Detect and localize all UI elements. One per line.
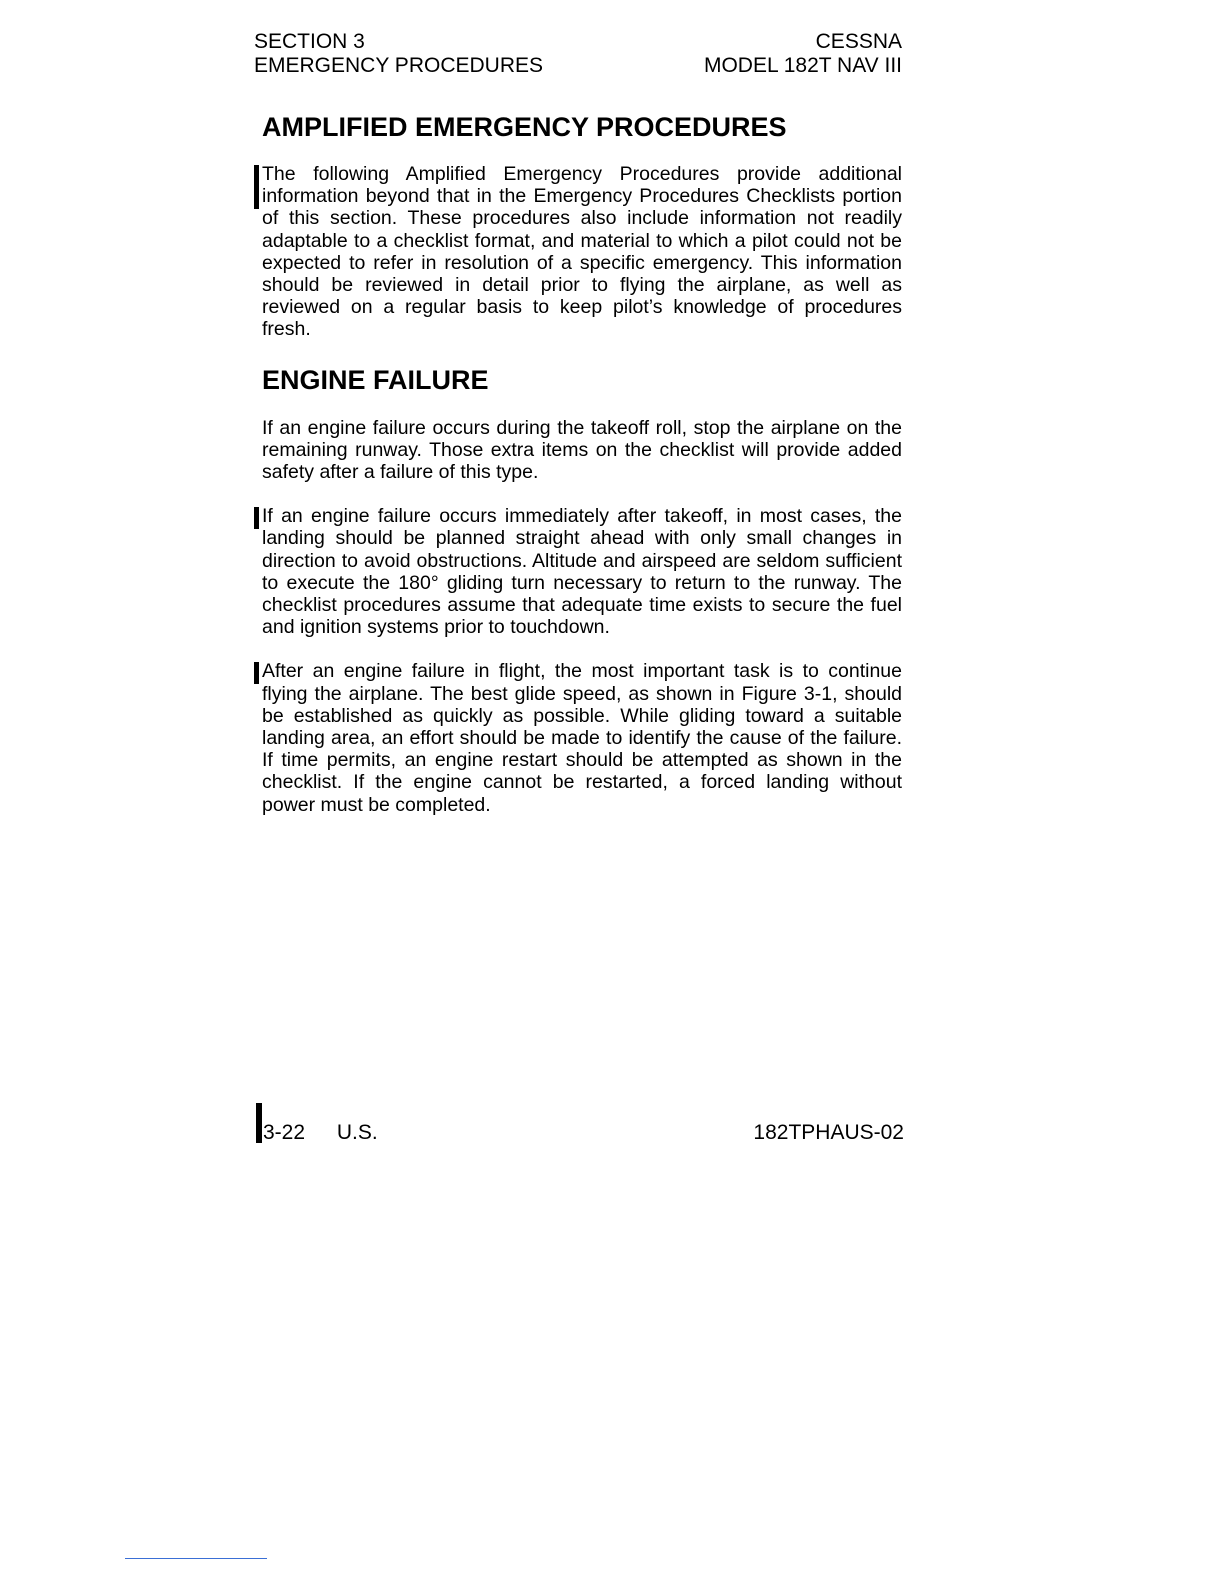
page-content — [262, 110, 902, 838]
footer-change-bar — [256, 1103, 262, 1143]
takeoff-roll-text: If an engine failure occurs during the takeoff roll, stop the airplane on the remaining runway. Those extra items on the checklist will provide added safety after a failure of this type. — [262, 416, 902, 484]
header-right — [704, 30, 902, 78]
section-name: EMERGENCY PROCEDURES — [254, 54, 543, 77]
amplified-procedures-heading: AMPLIFIED EMERGENCY PROCEDURES — [262, 112, 787, 142]
change-bar — [254, 165, 259, 209]
takeoff-roll-paragraph — [262, 417, 902, 484]
page-number: 3-22 — [263, 1121, 306, 1144]
change-bar — [254, 507, 259, 529]
header-left — [254, 30, 543, 78]
section-label: SECTION 3 — [254, 30, 365, 53]
after-takeoff-text: If an engine failure occurs immediately after takeoff, in most cases, the landing should be planned straight ahead with only small changes in direction to avoid obstructions. Altitude and airspeed are seldom sufficient to execute the 180° gliding turn necessary to return to the runway. The checklist procedures assume that adequate time exists to secure the fuel and ignition systems prior to touchdown. — [262, 505, 902, 639]
after-takeoff-paragraph — [262, 505, 902, 638]
manufacturer-label: CESSNA — [815, 30, 902, 53]
in-flight-text: After an engine failure in flight, the most important task is to continue flying the airplane. The best glide speed, as shown in Figure 3-1, should be established as quickly as possible. While gliding toward a suitable landing area, an effort should be made to identify the cause of the failure. If time permits, an engine restart should be attempted as shown in the checklist. If the engine cannot be restarted, a forced landing without power must be completed. — [262, 660, 902, 816]
amplified-intro-text: The following Amplified Emergency Procedures provide additional information beyond that in the Emergency Procedures Checklists portion of this section. These procedures also include information not readily adaptable to a checklist format, and material to which a pilot could not be expected to refer in resolution of a specific emergency. This information should be reviewed in detail prior to flying the airplane, as well as reviewed on a regular basis to keep pilot’s knowledge of procedures fresh. — [262, 163, 902, 341]
in-flight-paragraph — [262, 660, 902, 815]
engine-failure-heading: ENGINE FAILURE — [262, 364, 489, 395]
footer-left — [263, 1121, 378, 1145]
change-bar — [254, 662, 259, 684]
model-label: MODEL 182T NAV III — [703, 54, 902, 77]
bottom-rule — [125, 1558, 267, 1559]
amplified-intro-paragraph — [262, 163, 902, 341]
document-id: 182TPHAUS-02 — [753, 1121, 904, 1144]
region-label: U.S. — [336, 1121, 378, 1144]
